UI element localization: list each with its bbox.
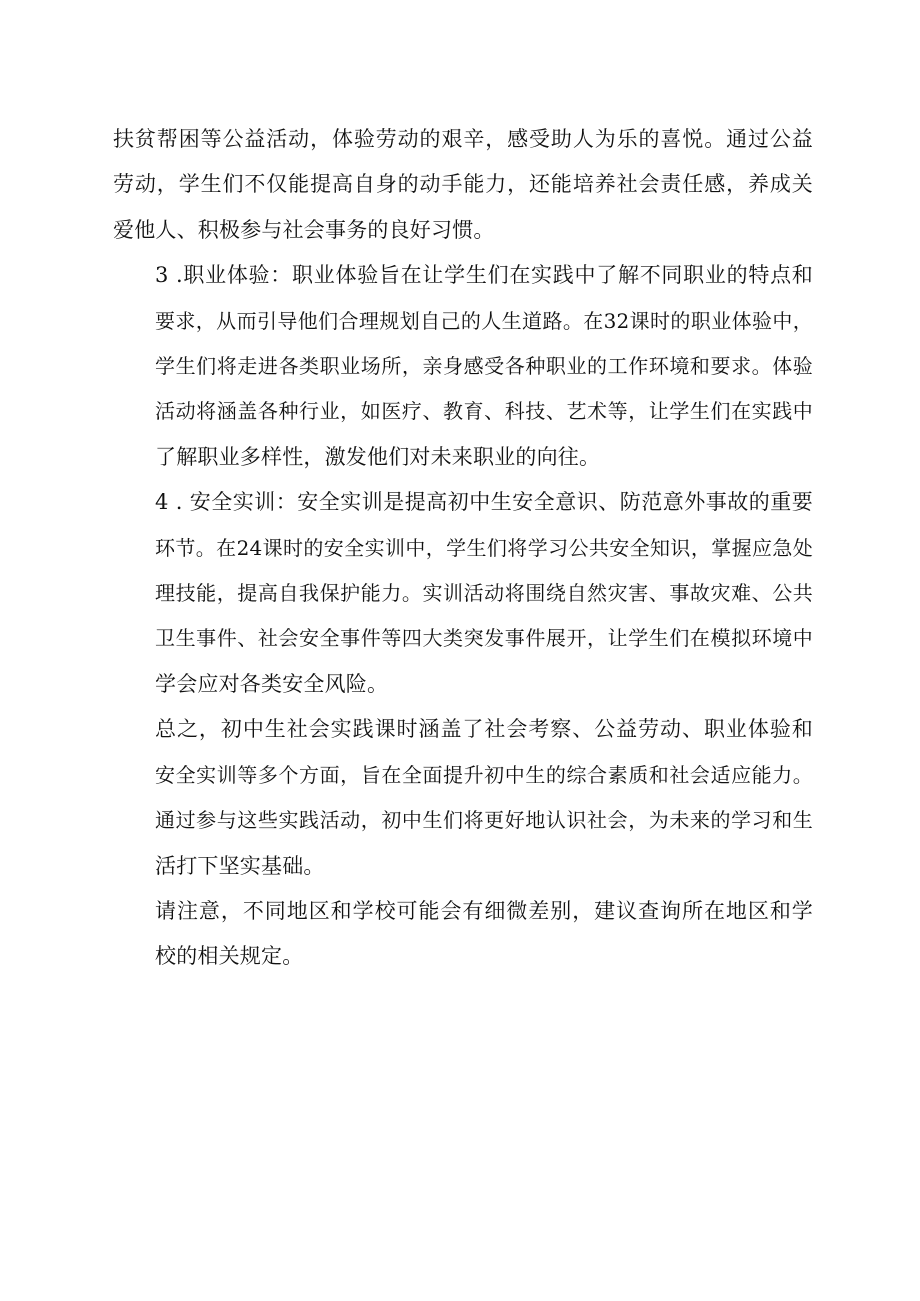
paragraph-zhiye [113,253,813,480]
text-line: 爱他人、积极参与社会事务的良好习惯。 [113,217,495,242]
text-line: 学会应对各类安全风险。 [155,671,389,696]
text-line: 扶贫帮困等公益活动，体验劳动的艰辛，感受助人为乐的喜悦。通过公益 [113,127,813,151]
paragraph-gongyi-cont [113,117,813,253]
paragraph-zhuyi [113,889,813,980]
text-line: 请注意，不同地区和学校可能会有细微差别，建议查询所在地区和学 [155,898,813,923]
text-line: 总之，初中生社会实践课时涵盖了社会考察、公益劳动、职业体验和 [155,717,813,742]
text-line: 4 . 安全实训：安全实训是提高初中生安全意识、防范意外事故的重要 [155,490,813,515]
text-line: 要求，从而引导他们合理规划自己的人生道路。在32课时的职业体验中， [155,308,813,333]
text-line: 活打下坚实基础。 [155,853,325,878]
text-line: 3 .职业体验：职业体验旨在让学生们在实践中了解不同职业的特点和 [155,263,813,288]
text-line: 通过参与这些实践活动，初中生们将更好地认识社会，为未来的学习和生 [155,808,813,833]
text-line: 校的相关规定。 [155,944,304,969]
document-body [113,117,813,980]
paragraph-anquan [113,480,813,707]
text-line: 劳动，学生们不仅能提高自身的动手能力，还能培养社会责任感，养成关 [113,172,813,197]
text-line: 学生们将走进各类职业场所，亲身感受各种职业的工作环境和要求。体验 [155,354,813,379]
text-line: 环节。在24课时的安全实训中，学生们将学习公共安全知识，掌握应急处 [155,535,813,560]
text-line: 理技能，提高自我保护能力。实训活动将围绕自然灾害、事故灾难、公共 [155,581,813,606]
paragraph-zongzhi [113,707,813,889]
text-line: 活动将涵盖各种行业，如医疗、教育、科技、艺术等，让学生们在实践中 [155,399,813,424]
text-line: 安全实训等多个方面，旨在全面提升初中生的综合素质和社会适应能力。 [155,762,813,787]
text-line: 卫生事件、社会安全事件等四大类突发事件展开，让学生们在模拟环境中 [155,626,813,651]
text-line: 了解职业多样性，激发他们对未来职业的向往。 [155,444,601,469]
